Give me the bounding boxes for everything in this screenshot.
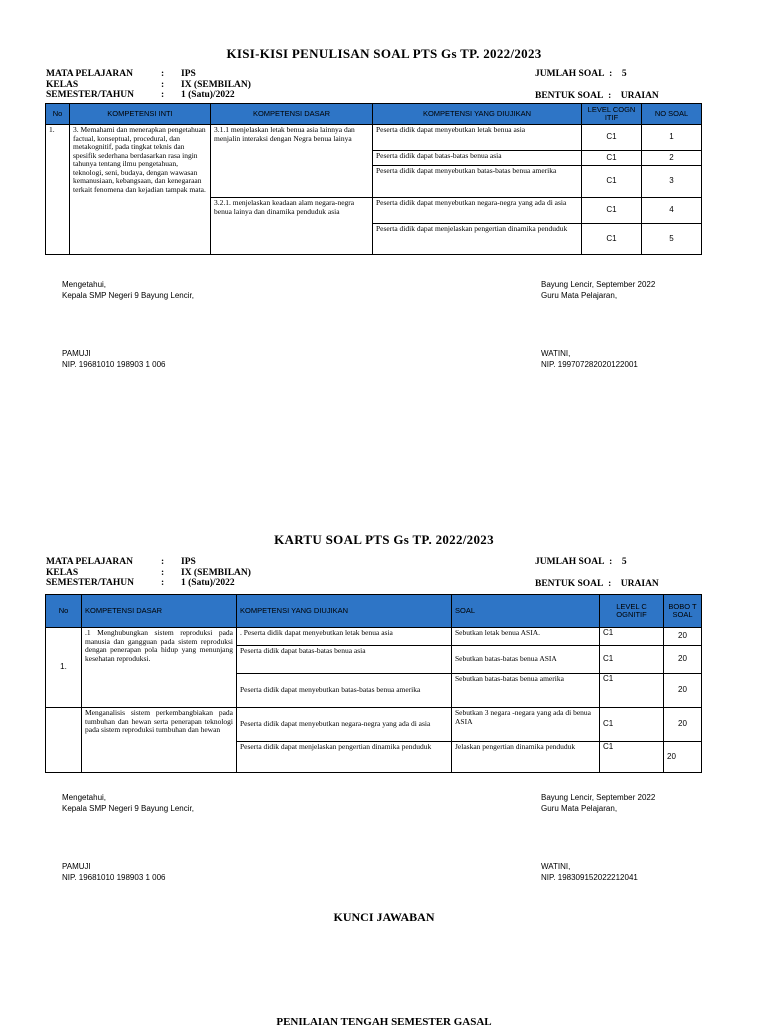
row-number: 1. <box>46 125 70 255</box>
kyd-1: Peserta didik dapat menyebutkan letak benua asia <box>373 125 582 151</box>
kunci-jawaban-heading: KUNCI JAWABAN <box>333 910 435 924</box>
header-no: No <box>46 104 70 125</box>
level-4: C1 <box>582 198 642 224</box>
signature-right-name: WATINI, NIP. 198309152022212041 <box>541 862 638 882</box>
signature-left-header: Mengetahui, Kepala SMP Negeri 9 Bayung Lencir, <box>62 280 194 300</box>
signature-left-name: PAMUJI NIP. 19681010 198903 1 006 <box>62 349 166 369</box>
kisi-kisi-title: KISI-KISI PENULISAN SOAL PTS Gs TP. 2022/2023 <box>226 46 542 61</box>
level-4: C1 <box>600 708 664 742</box>
kompetensi-dasar-1: 3.1.1 menjelaskan letak benua asia lainnya dan menjalin interaksi dengan Negra benua lainya <box>211 125 373 198</box>
bobot-1: 20 <box>664 628 702 646</box>
header-kompetensi-diujikan: KOMPETENSI YANG DIUJIKAN <box>373 104 582 125</box>
header-no: No <box>46 595 82 628</box>
level-2: C1 <box>600 646 664 674</box>
kyd-4: Peserta didik dapat menyebutkan negara-negra yang ada di asia <box>373 198 582 224</box>
kisi-meta: MATA PELAJARAN : IPS KELAS : IX (SEMBILAN) SEMESTER/TAHUN : 1 (Satu)/2022 <box>46 69 251 100</box>
header-level-kognitif: LEVEL COGN ITIF <box>582 104 642 125</box>
kyd-5: Peserta didik dapat menjelaskan pengertian dinamika penduduk <box>373 224 582 255</box>
kompetensi-dasar-2: 3.2.1. menjelaskan keadaan alam negara-negra benua lainya dan dinamika penduduk asia <box>211 198 373 255</box>
kartu-bentuk-soal: BENTUK SOAL : URAIAN <box>535 579 659 589</box>
kisi-kisi-table <box>45 103 702 255</box>
soal-5: Jelaskan pengertian dinamika penduduk <box>452 742 600 773</box>
kartu-soal-table <box>45 594 702 773</box>
header-kompetensi-inti: KOMPETENSI INTI <box>70 104 211 125</box>
header-bobot-soal: BOBO T SOAL <box>664 595 702 628</box>
kartu-meta: MATA PELAJARAN : IPS KELAS : IX (SEMBILAN) SEMESTER/TAHUN : 1 (Satu)/2022 <box>46 557 251 588</box>
header-no-soal: NO SOAL <box>642 104 702 125</box>
no-soal-4: 4 <box>642 198 702 224</box>
kyd-2: Peserta didik dapat batas-batas benua asia <box>237 646 452 674</box>
no-soal-5: 5 <box>642 224 702 255</box>
soal-3: Sebutkan batas-batas benua amerika <box>452 674 600 708</box>
header-soal: SOAL <box>452 595 600 628</box>
bobot-5: 20 <box>664 742 702 773</box>
kompetensi-inti-text: 3. Memahami dan menerapkan pengetahuan factual, konseptual, procedural, dan metakognitif, pada tingkat teknis dan spesifik sederhana berdasarkan rasa ingin tahunya tentang ilmu pengetahuan, teknologi, seni, budaya, dengan wawasan kemanusiaan, kebangsaan, dan kenegaraan terkait fenomena dan kejadian tampak mata. <box>70 125 211 255</box>
no-soal-3: 3 <box>642 166 702 198</box>
signature-right-header: Bayung Lencir, September 2022 Guru Mata Pelajaran, <box>541 280 656 300</box>
header-kompetensi-diujikan: KOMPETENSI YANG DIUJIKAN <box>237 595 452 628</box>
kisi-jumlah-soal: JUMLAH SOAL : 5 <box>535 69 627 79</box>
kyd-3: Peserta didik dapat menyebutkan batas-batas benua amerika <box>373 166 582 198</box>
soal-4: Sebutkan 3 negara -negara yang ada di benua ASIA <box>452 708 600 742</box>
signature-left-name: PAMUJI NIP. 19681010 198903 1 006 <box>62 862 166 882</box>
kyd-3: Peserta didik dapat menyebutkan batas-batas benua amerika <box>237 674 452 708</box>
soal-2: Sebutkan batas-batas benua ASIA <box>452 646 600 674</box>
level-3: C1 <box>600 674 664 708</box>
kompetensi-dasar-1: .1 Menghubungkan sistem reproduksi pada manusia dan gangguan pada sistem reproduksi dengan penerapan pola hidup yang menunjang kesehatan reproduksi. <box>82 628 237 708</box>
level-1: C1 <box>582 125 642 151</box>
no-soal-1: 1 <box>642 125 702 151</box>
kisi-bentuk-soal: BENTUK SOAL : URAIAN <box>535 91 659 101</box>
row-number: 1. <box>46 628 82 708</box>
level-3: C1 <box>582 166 642 198</box>
kartu-jumlah-soal: JUMLAH SOAL : 5 <box>535 557 627 567</box>
kartu-soal-title: KARTU SOAL PTS Gs TP. 2022/2023 <box>274 532 494 547</box>
soal-1: Sebutkan letak benua ASIA. <box>452 628 600 646</box>
kyd-1: . Peserta didik dapat menyebutkan letak benua asia <box>237 628 452 646</box>
kyd-4: Peserta didik dapat menyebutkan negara-negra yang ada di asia <box>237 708 452 742</box>
bobot-4: 20 <box>664 708 702 742</box>
next-section-heading: PENILAIAN TENGAH SEMESTER GASAL <box>276 1016 492 1028</box>
level-5: C1 <box>600 742 664 773</box>
kyd-2: Peserta didik dapat batas-batas benua asia <box>373 151 582 166</box>
no-soal-2: 2 <box>642 151 702 166</box>
bobot-2: 20 <box>664 646 702 674</box>
kyd-5: Peserta didik dapat menjelaskan pengertian dinamika penduduk <box>237 742 452 773</box>
level-2: C1 <box>582 151 642 166</box>
level-1: C1 <box>600 628 664 646</box>
kompetensi-dasar-2: Menganalisis sistem perkembangbiakan pada tumbuhan dan hewan serta penerapan teknologi pada sistem reproduksi tumbuhan dan hewan <box>82 708 237 773</box>
signature-right-name: WATINI, NIP. 199707282020122001 <box>541 349 638 369</box>
header-kompetensi-dasar: KOMPETENSI DASAR <box>82 595 237 628</box>
header-level-kognitif: LEVEL C OGNITIF <box>600 595 664 628</box>
signature-left-header: Mengetahui, Kepala SMP Negeri 9 Bayung Lencir, <box>62 793 194 813</box>
level-5: C1 <box>582 224 642 255</box>
signature-right-header: Bayung Lencir, September 2022 Guru Mata Pelajaran, <box>541 793 656 813</box>
header-kompetensi-dasar: KOMPETENSI DASAR <box>211 104 373 125</box>
bobot-3: 20 <box>664 674 702 708</box>
